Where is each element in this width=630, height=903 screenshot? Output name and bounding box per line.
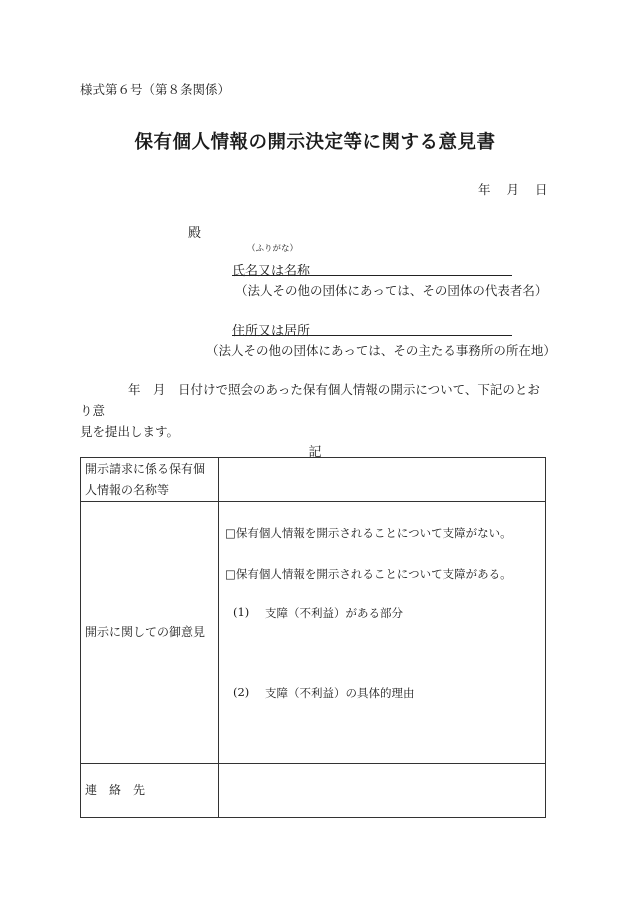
addressee-suffix: 殿 bbox=[188, 226, 202, 241]
ki-heading: 記 bbox=[308, 445, 322, 460]
info-name-label bbox=[81, 458, 219, 502]
date-day: 日 bbox=[535, 182, 548, 197]
sub-item-2-number: (2) bbox=[233, 685, 250, 699]
sub-item-1-number: (1) bbox=[233, 605, 250, 619]
document-title: 保有個人情報の開示決定等に関する意見書 bbox=[134, 132, 496, 153]
form-number: 様式第６号（第８条関係） bbox=[80, 82, 231, 97]
opinion-cell bbox=[219, 502, 546, 764]
date-month: 月 bbox=[506, 182, 520, 197]
furigana-label: （ふりがな） bbox=[247, 244, 299, 254]
table-row-contact bbox=[81, 764, 546, 818]
date-line bbox=[478, 180, 548, 198]
info-name-label-line1: 開示請求に係る保有個 bbox=[85, 461, 206, 476]
address-note: （法人その他の団体にあっては、その主たる事務所の所在地） bbox=[206, 343, 556, 358]
body-paragraph bbox=[80, 379, 548, 442]
contact-field[interactable] bbox=[219, 764, 546, 818]
table-row-info-name bbox=[81, 458, 546, 502]
name-label: 氏名又は名称 bbox=[232, 264, 311, 279]
info-name-label-line2: 人情報の名称等 bbox=[85, 482, 170, 497]
table-row-opinion bbox=[81, 502, 546, 764]
opinion-table bbox=[80, 457, 546, 818]
opinion-label: 開示に関しての御意見 bbox=[81, 502, 219, 764]
option-no-hindrance[interactable]: □保有個人情報を開示されることについて支障がない。 bbox=[225, 526, 512, 540]
name-note: （法人その他の団体にあっては、その団体の代表者名） bbox=[235, 283, 548, 298]
name-underline bbox=[232, 275, 512, 276]
date-year: 年 bbox=[478, 182, 491, 197]
contact-label: 連 絡 先 bbox=[81, 764, 219, 818]
info-name-field[interactable] bbox=[219, 458, 546, 502]
body-line-1: 年 月 日付けで照会のあった保有個人情報の開示について、下記のとおり意 bbox=[80, 382, 540, 418]
sub-item-2-text: 支障（不利益）の具体的理由 bbox=[265, 686, 415, 700]
address-underline bbox=[232, 335, 512, 336]
body-line-2: 見を提出します。 bbox=[80, 424, 180, 439]
option-hindrance[interactable]: □保有個人情報を開示されることについて支障がある。 bbox=[225, 567, 512, 581]
sub-item-1-text: 支障（不利益）がある部分 bbox=[265, 606, 403, 620]
address-label: 住所又は居所 bbox=[232, 324, 311, 339]
